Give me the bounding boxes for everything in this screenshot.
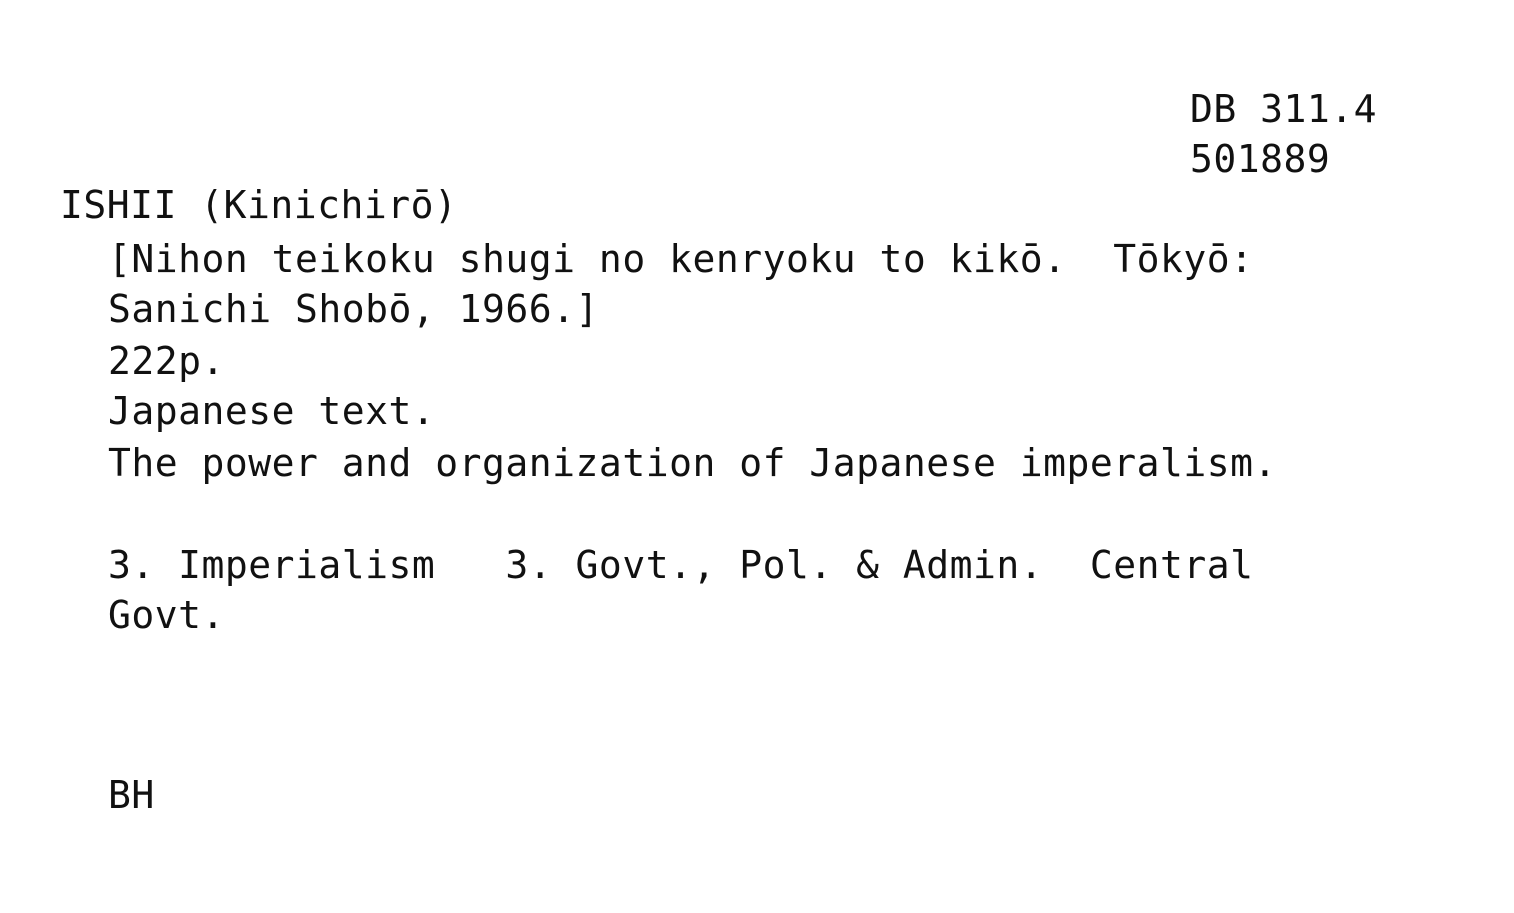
cataloger-initials: BH (108, 773, 155, 817)
subject-line-1: 3. Imperialism 3. Govt., Pol. & Admin. Central (108, 543, 1254, 587)
title-line-1: [Nihon teikoku shugi no kenryoku to kikō. Tōkyō: (108, 237, 1254, 281)
pagination: 222p. (108, 339, 225, 383)
accession-number: 501889 (1190, 137, 1331, 181)
title-line-2: Sanichi Shobō, 1966.] (108, 287, 599, 331)
subject-line-2: Govt. (108, 593, 225, 637)
language-note: Japanese text. (108, 389, 436, 433)
translation-note: The power and organization of Japanese imperalism. (108, 441, 1277, 485)
author-heading: ISHII (Kinichirō) (60, 183, 458, 227)
call-number-class: DB 311.4 (1190, 87, 1378, 131)
